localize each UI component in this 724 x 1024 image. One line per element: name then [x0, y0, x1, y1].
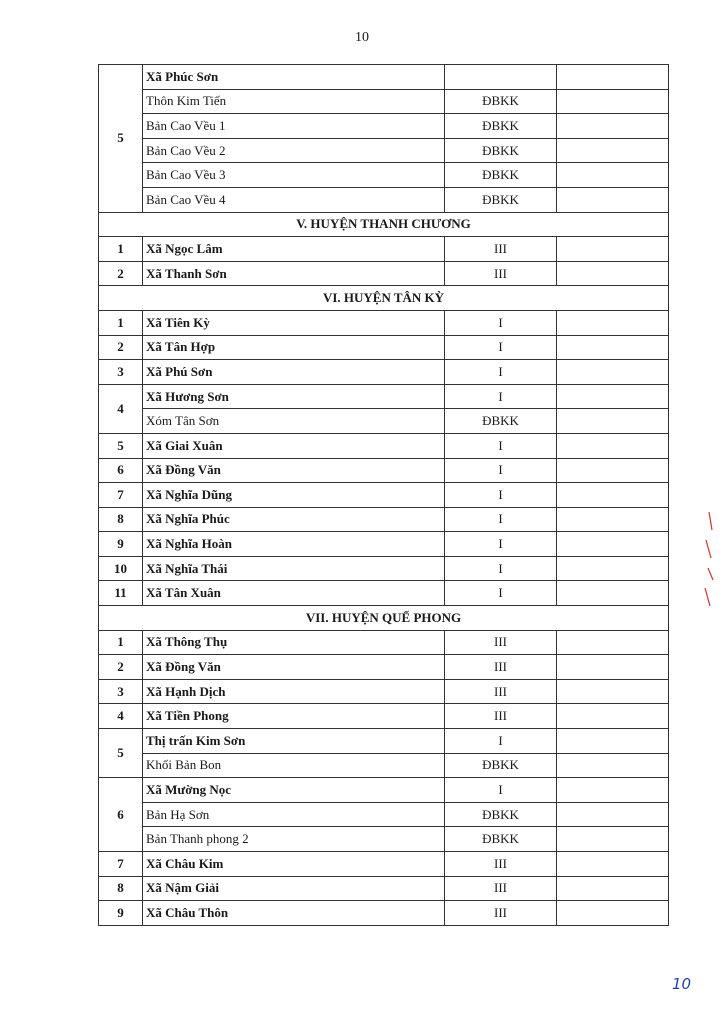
- row-number: 5: [99, 433, 143, 458]
- village-name: Thôn Kim Tiến: [143, 89, 445, 114]
- table-row: [99, 901, 669, 926]
- classification-cell: III: [445, 679, 557, 704]
- village-name: Bản Cao Vều 1: [143, 114, 445, 139]
- note-cell: [557, 458, 669, 483]
- table-row: [99, 163, 669, 188]
- note-cell: [557, 556, 669, 581]
- classification-cell: I: [445, 507, 557, 532]
- table-row: [99, 704, 669, 729]
- section-title: V. HUYỆN THANH CHƯƠNG: [99, 212, 669, 237]
- classification-cell: III: [445, 876, 557, 901]
- commune-name: Xã Nậm Giải: [143, 876, 445, 901]
- row-number: 5: [99, 65, 143, 213]
- commune-name: Thị trấn Kim Sơn: [143, 729, 445, 754]
- row-number: 11: [99, 581, 143, 606]
- classification-cell: III: [445, 901, 557, 926]
- row-number: 3: [99, 360, 143, 385]
- row-number: 9: [99, 532, 143, 557]
- note-cell: [557, 778, 669, 803]
- note-cell: [557, 802, 669, 827]
- classification-cell: I: [445, 433, 557, 458]
- commune-name: Xã Thanh Sơn: [143, 261, 445, 286]
- commune-name: Xã Phúc Sơn: [143, 65, 445, 90]
- note-cell: [557, 729, 669, 754]
- table-row: [99, 729, 669, 754]
- note-cell: [557, 483, 669, 508]
- classification-cell: ĐBKK: [445, 187, 557, 212]
- classification-cell: ĐBKK: [445, 114, 557, 139]
- table-row: [99, 852, 669, 877]
- page-number: 10: [355, 30, 369, 45]
- row-number: 5: [99, 729, 143, 778]
- table-row: [99, 65, 669, 90]
- note-cell: [557, 163, 669, 188]
- commune-name: Xã Phú Sơn: [143, 360, 445, 385]
- row-number: 2: [99, 655, 143, 680]
- note-cell: [557, 532, 669, 557]
- classification-cell: III: [445, 630, 557, 655]
- village-name: Khối Bản Bon: [143, 753, 445, 778]
- commune-name: Xã Nghĩa Phúc: [143, 507, 445, 532]
- commune-name: Xã Tân Xuân: [143, 581, 445, 606]
- commune-name: Xã Thông Thụ: [143, 630, 445, 655]
- classification-cell: I: [445, 360, 557, 385]
- table-row: [99, 876, 669, 901]
- commune-classification-table: [98, 64, 669, 926]
- note-cell: [557, 360, 669, 385]
- classification-cell: III: [445, 852, 557, 877]
- village-name: Bản Cao Vều 3: [143, 163, 445, 188]
- row-number: 4: [99, 704, 143, 729]
- row-number: 2: [99, 261, 143, 286]
- note-cell: [557, 89, 669, 114]
- table-row: [99, 778, 669, 803]
- row-number: 2: [99, 335, 143, 360]
- classification-cell: ĐBKK: [445, 827, 557, 852]
- classification-cell: I: [445, 778, 557, 803]
- note-cell: [557, 704, 669, 729]
- section-header-row: [99, 606, 669, 631]
- table-row: [99, 532, 669, 557]
- classification-cell: I: [445, 729, 557, 754]
- note-cell: [557, 876, 669, 901]
- table-row: [99, 384, 669, 409]
- note-cell: [557, 384, 669, 409]
- note-cell: [557, 138, 669, 163]
- classification-cell: [445, 65, 557, 90]
- classification-cell: ĐBKK: [445, 802, 557, 827]
- table-row: [99, 556, 669, 581]
- row-number: 3: [99, 679, 143, 704]
- classification-cell: I: [445, 581, 557, 606]
- section-header-row: [99, 212, 669, 237]
- table-row: [99, 261, 669, 286]
- table-row: [99, 753, 669, 778]
- table-row: [99, 138, 669, 163]
- row-number: 1: [99, 237, 143, 262]
- note-cell: [557, 655, 669, 680]
- note-cell: [557, 114, 669, 139]
- classification-cell: III: [445, 261, 557, 286]
- table-row: [99, 409, 669, 434]
- table-row: [99, 581, 669, 606]
- village-name: Bản Cao Vều 2: [143, 138, 445, 163]
- commune-name: Xã Tiên Kỳ: [143, 310, 445, 335]
- row-number: 9: [99, 901, 143, 926]
- row-number: 8: [99, 507, 143, 532]
- table-row: [99, 360, 669, 385]
- row-number: 6: [99, 778, 143, 852]
- classification-cell: ĐBKK: [445, 138, 557, 163]
- commune-name: Xã Mường Nọc: [143, 778, 445, 803]
- note-cell: [557, 237, 669, 262]
- table-row: [99, 310, 669, 335]
- row-number: 8: [99, 876, 143, 901]
- village-name: Bản Thanh phong 2: [143, 827, 445, 852]
- commune-name: Xã Tiền Phong: [143, 704, 445, 729]
- note-cell: [557, 581, 669, 606]
- note-cell: [557, 261, 669, 286]
- table-row: [99, 335, 669, 360]
- table-body: [99, 65, 669, 926]
- classification-cell: I: [445, 335, 557, 360]
- commune-name: Xã Giai Xuân: [143, 433, 445, 458]
- classification-cell: III: [445, 704, 557, 729]
- table-row: [99, 89, 669, 114]
- table-row: [99, 630, 669, 655]
- section-title: VII. HUYỆN QUẾ PHONG: [99, 606, 669, 631]
- village-name: Bản Cao Vều 4: [143, 187, 445, 212]
- classification-cell: I: [445, 532, 557, 557]
- section-title: VI. HUYỆN TÂN KỲ: [99, 286, 669, 311]
- note-cell: [557, 433, 669, 458]
- table-row: [99, 507, 669, 532]
- note-cell: [557, 187, 669, 212]
- table-row: [99, 458, 669, 483]
- note-cell: [557, 65, 669, 90]
- table-row: [99, 827, 669, 852]
- classification-cell: III: [445, 655, 557, 680]
- margin-handwriting-mark: [700, 510, 718, 610]
- table-row: [99, 433, 669, 458]
- note-cell: [557, 852, 669, 877]
- row-number: 6: [99, 458, 143, 483]
- village-name: Xóm Tân Sơn: [143, 409, 445, 434]
- classification-cell: I: [445, 310, 557, 335]
- commune-name: Xã Châu Thôn: [143, 901, 445, 926]
- commune-name: Xã Đồng Văn: [143, 655, 445, 680]
- classification-cell: III: [445, 237, 557, 262]
- table-row: [99, 655, 669, 680]
- commune-name: Xã Ngọc Lâm: [143, 237, 445, 262]
- row-number: 1: [99, 310, 143, 335]
- classification-cell: ĐBKK: [445, 409, 557, 434]
- commune-name: Xã Nghĩa Thái: [143, 556, 445, 581]
- note-cell: [557, 335, 669, 360]
- commune-name: Xã Nghĩa Hoàn: [143, 532, 445, 557]
- classification-cell: ĐBKK: [445, 753, 557, 778]
- note-cell: [557, 901, 669, 926]
- row-number: 7: [99, 483, 143, 508]
- commune-name: Xã Châu Kim: [143, 852, 445, 877]
- classification-cell: I: [445, 384, 557, 409]
- section-header-row: [99, 286, 669, 311]
- note-cell: [557, 310, 669, 335]
- classification-cell: I: [445, 556, 557, 581]
- note-cell: [557, 679, 669, 704]
- note-cell: [557, 409, 669, 434]
- table-row: [99, 679, 669, 704]
- classification-cell: I: [445, 458, 557, 483]
- handwritten-page-number: 10: [672, 975, 692, 993]
- row-number: 1: [99, 630, 143, 655]
- note-cell: [557, 507, 669, 532]
- commune-name: Xã Đồng Văn: [143, 458, 445, 483]
- row-number: 10: [99, 556, 143, 581]
- classification-cell: I: [445, 483, 557, 508]
- row-number: 7: [99, 852, 143, 877]
- classification-cell: ĐBKK: [445, 89, 557, 114]
- note-cell: [557, 827, 669, 852]
- commune-name: Xã Hương Sơn: [143, 384, 445, 409]
- commune-name: Xã Nghĩa Dũng: [143, 483, 445, 508]
- table-row: [99, 187, 669, 212]
- row-number: 4: [99, 384, 143, 433]
- village-name: Bản Hạ Sơn: [143, 802, 445, 827]
- commune-name: Xã Hạnh Dịch: [143, 679, 445, 704]
- table-row: [99, 483, 669, 508]
- commune-name: Xã Tân Hợp: [143, 335, 445, 360]
- note-cell: [557, 630, 669, 655]
- classification-cell: ĐBKK: [445, 163, 557, 188]
- note-cell: [557, 753, 669, 778]
- table-row: [99, 802, 669, 827]
- table-row: [99, 237, 669, 262]
- table-row: [99, 114, 669, 139]
